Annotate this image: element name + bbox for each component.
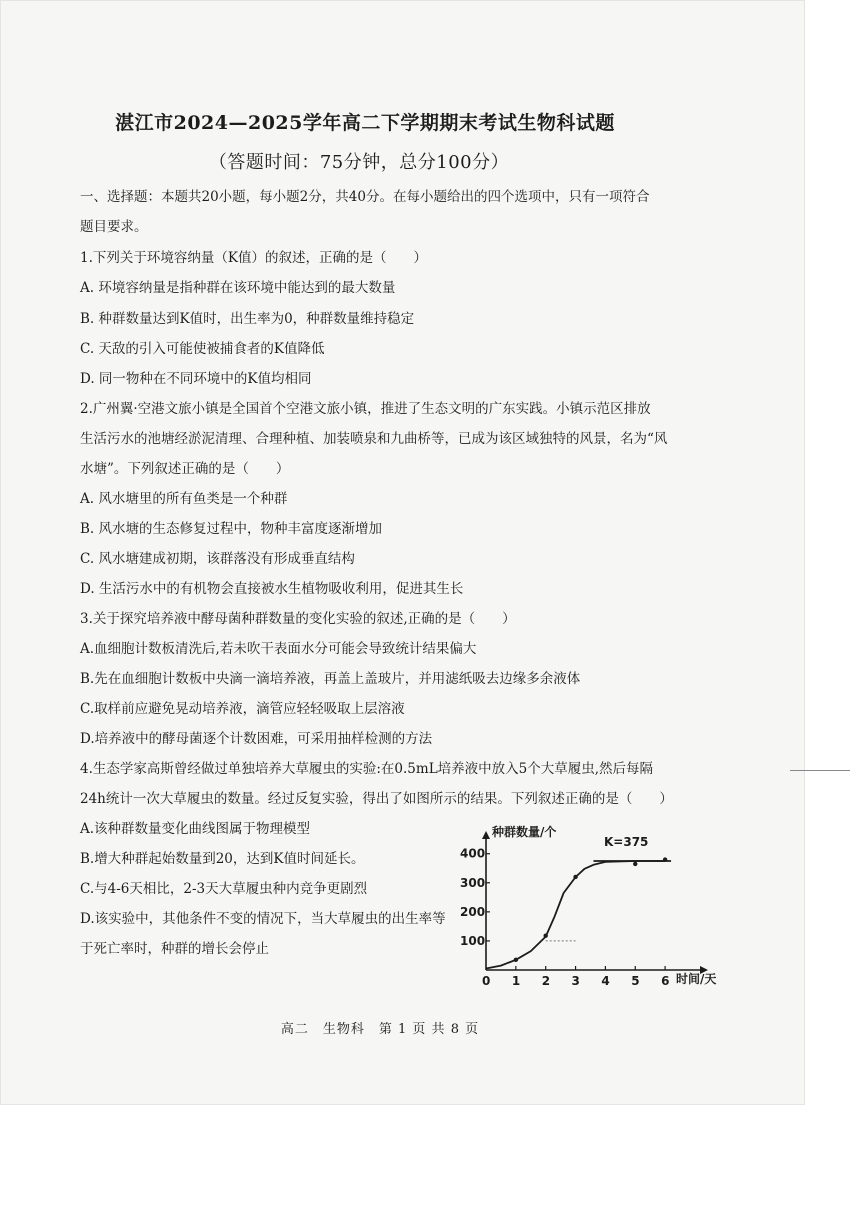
x-tick-label: 2 [541,974,551,988]
question-4-option-d: D.该实验中，其他条件不变的情况下，当大草履虫的出生率等 [80,911,446,927]
question-3-stem: 3.关于探究培养液中酵母菌种群数量的变化实验的叙述,正确的是（ ） [80,611,516,627]
question-1-option-b: B. 种群数量达到K值时，出生率为0，种群数量维持稳定 [80,311,415,327]
question-2-stem: 2.广州翼·空港文旅小镇是全国首个空港文旅小镇，推进了生态文明的广东实践。小镇示范区排放 [80,401,651,417]
y-axis-arrow [482,831,490,839]
question-4-stem: 24h统计一次大草履虫的数量。经过反复实验，得出了如图所示的结果。下列叙述正确的是（ ） [80,791,673,807]
page-footer: 高二 生物科 第 1 页 共 8 页 [280,1022,480,1037]
question-4-option-b: B.增大种群起始数量到20，达到K值时间延长。 [80,851,365,867]
question-4-option-d-cont: 于死亡率时，种群的增长会停止 [80,941,269,957]
question-4-stem: 4.生态学家高斯曾经做过单独培养大草履虫的实验:在0.5mL培养液中放入5个大草履虫,然后每隔 [80,761,654,777]
data-point [573,875,577,879]
question-4-option-a: A.该种群数量变化曲线图属于物理模型 [80,821,311,837]
k-value-label: K=375 [604,835,649,849]
data-point [663,857,667,861]
question-2-option-b: B. 风水塘的生态修复过程中，物种丰富度逐渐增加 [80,521,383,537]
question-1-option-a: A. 环境容纳量是指种群在该环境中能达到的最大数量 [80,280,396,296]
question-2-stem: 生活污水的池塘经淤泥清理、合理种植、加装喷泉和九曲桥等，已成为该区域独特的风景，名为“风 [80,431,668,447]
y-tick-label: 200 [460,904,486,919]
chart-svg [440,820,730,995]
x-tick-label: 0 [482,974,491,988]
x-tick-label: 3 [571,974,580,988]
question-1-option-c: C. 天敌的引入可能使被捕食者的K值降低 [80,341,325,357]
data-point [544,933,548,937]
y-tick-label: 400 [460,846,486,861]
question-3-option-d: D.培养液中的酵母菌逐个计数困难，可采用抽样检测的方法 [80,731,433,747]
question-2-stem: 水塘”。下列叙述正确的是（ ） [80,461,290,477]
question-2-option-a: A. 风水塘里的所有鱼类是一个种群 [80,491,288,507]
scan-artifact-line [790,770,850,771]
question-3-option-a: A.血细胞计数板清洗后,若未吹干表面水分可能会导致统计结果偏大 [80,641,477,657]
population-growth-chart [440,820,730,995]
data-point [514,958,518,962]
x-tick-label: 6 [661,974,670,988]
section-intro-line: 题目要求。 [80,219,148,235]
question-2-option-d: D. 生活污水中的有机物会直接被水生植物吸收利用，促进其生长 [80,581,464,597]
x-tick-label: 4 [601,974,610,988]
y-axis-label: 种群数量/个 [492,825,557,839]
x-axis-label: 时间/天 [676,972,717,986]
page-subtitle: （答题时间：75分钟，总分100分） [208,152,510,173]
question-1-stem: 1.下列关于环境容纳量（K值）的叙述，正确的是（ ） [80,250,427,266]
x-tick-label: 1 [511,974,521,988]
question-3-option-b: B.先在血细胞计数板中央滴一滴培养液，再盖上盖玻片，并用滤纸吸去边缘多余液体 [80,671,581,687]
question-2-option-c: C. 风水塘建成初期，该群落没有形成垂直结构 [80,551,355,567]
question-3-option-c: C.取样前应避免晃动培养液，滴管应轻轻吸取上层溶液 [80,701,405,717]
y-tick-label: 100 [460,933,486,948]
y-tick-label: 300 [460,875,486,890]
data-point [633,862,637,866]
x-tick-label: 5 [631,974,640,988]
page-title: 湛江市2024—2025学年高二下学期期末考试生物科试题 [115,112,615,134]
question-1-option-d: D. 同一物种在不同环境中的K值均相同 [80,371,312,387]
section-intro-line: 一、选择题：本题共20小题，每小题2分，共40分。在每小题给出的四个选项中，只有一项符合 [80,189,650,205]
question-4-option-c: C.与4-6天相比，2-3天大草履虫种内竞争更剧烈 [80,881,368,897]
